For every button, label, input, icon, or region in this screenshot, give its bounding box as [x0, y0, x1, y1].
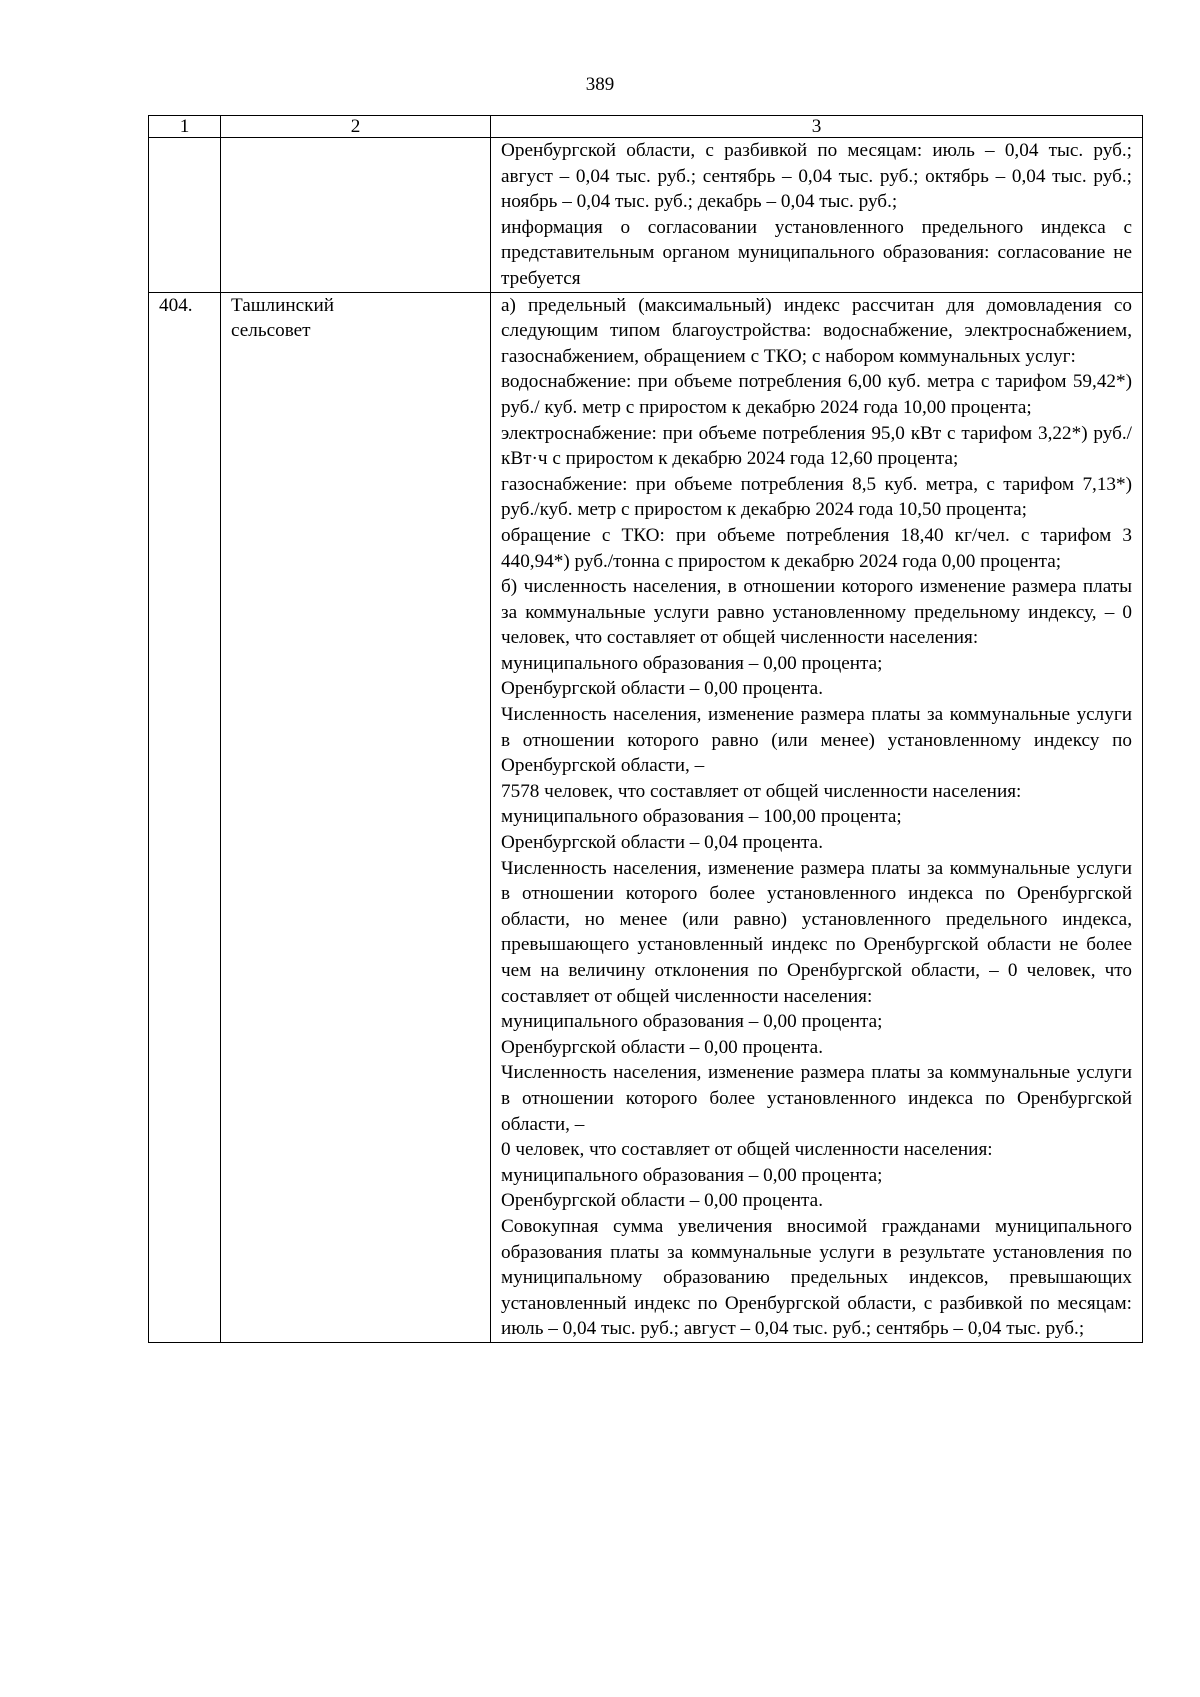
paragraph: электроснабжение: при объеме потребления 95,0 кВт с тарифом 3,22*) руб./кВт·ч с приростом к декабрю 2024 года 12,60 процента;	[501, 422, 1132, 470]
paragraph: Оренбургской области – 0,00 процента.	[501, 678, 823, 700]
paragraph: газоснабжение: при объеме потребления 8,5 куб. метра, с тарифом 7,13*) руб./куб. метр с приростом к декабрю 2024 года 10,50 процента;	[501, 473, 1132, 521]
paragraph: Совокупная сумма увеличения вносимой гражданами муниципального образования платы за коммунальные услуги в результате установления по муниципальному образованию предельных индексов, превышающих установленный индекс по Оренбургской области, с разбивкой по месяцам: июль – 0,04 тыс. руб.; август – 0,04 тыс. руб.; сентябрь – 0,04 тыс. руб.;	[501, 1215, 1132, 1340]
paragraph: муниципального образования – 0,00 процента;	[501, 1011, 883, 1033]
paragraph: водоснабжение: при объеме потребления 6,00 куб. метра с тарифом 59,42*) руб./ куб. метр с приростом к декабрю 2024 года 10,00 процента;	[501, 371, 1132, 418]
municipality-name-line: сельсовет	[231, 320, 311, 342]
row-number-cell	[149, 138, 221, 293]
column-header-3: 3	[491, 116, 1143, 138]
paragraph: 0 человек, что составляет от общей численности населения:	[501, 1139, 993, 1161]
paragraph: Оренбургской области, с разбивкой по месяцам: июль – 0,04 тыс. руб.; август – 0,04 тыс. руб.; сентябрь – 0,04 тыс. руб.; октябрь – 0,04 тыс. руб.; ноябрь – 0,04 тыс. руб.; декабрь – 0,04 тыс. руб.;	[501, 140, 1132, 213]
paragraph: Оренбургской области – 0,04 процента.	[501, 832, 823, 854]
paragraph: 7578 человек, что составляет от общей численности населения:	[501, 780, 1022, 802]
table-header-row	[149, 116, 1143, 138]
row-number-cell: 404.	[149, 292, 221, 1342]
paragraph: Оренбургской области – 0,00 процента.	[501, 1036, 823, 1058]
paragraph: Численность населения, изменение размера платы за коммунальные услуги в отношении которого равно (или менее) установленному индексу по Оренбургской области, –	[501, 704, 1132, 777]
table-row-continuation	[149, 138, 1143, 293]
paragraph: муниципального образования – 0,00 процента;	[501, 1164, 883, 1186]
paragraph: Оренбургской области – 0,00 процента.	[501, 1190, 823, 1212]
paragraph: муниципального образования – 0,00 процента;	[501, 652, 883, 674]
column-header-2: 2	[221, 116, 491, 138]
municipality-name-cell	[221, 138, 491, 293]
municipality-name-cell	[221, 292, 491, 1342]
paragraph: муниципального образования – 100,00 процента;	[501, 806, 902, 828]
paragraph: Численность населения, изменение размера платы за коммунальные услуги в отношении которого более установленного индекса по Оренбургской области, –	[501, 1062, 1132, 1135]
index-table	[148, 115, 1143, 1343]
paragraph: Численность населения, изменение размера платы за коммунальные услуги в отношении которого более установленного индекса по Оренбургской области, но менее (или равно) установленного предельного индекса, превышающего установленный индекс по Оренбургской области не более чем на величину отклонения по Оренбургской области, – 0 человек, что составляет от общей численности населения:	[501, 857, 1132, 1007]
paragraph: обращение с ТКО: при объеме потребления 18,40 кг/чел. с тарифом 3 440,94*) руб./тонна с приростом к декабрю 2024 года 0,00 процента;	[501, 524, 1132, 572]
paragraph: б) численность населения, в отношении которого изменение размера платы за коммунальные услуги равно установленному предельному индексу, – 0 человек, что составляет от общей численности населения:	[501, 576, 1132, 649]
paragraph: а) предельный (максимальный) индекс рассчитан для домовладения со следующим типом благоустройства: водоснабжение, электроснабжением, газоснабжением, обращением с ТКО; с набором коммунальных услуг:	[501, 294, 1132, 367]
column-header-1: 1	[149, 116, 221, 138]
paragraph: информация о согласовании установленного предельного индекса с представительным органом муниципального образования: согласование не требуется	[501, 216, 1132, 289]
description-cell	[491, 138, 1143, 293]
table-row-404	[149, 292, 1143, 1342]
municipality-name-line: Ташлинский	[231, 294, 335, 316]
description-cell	[491, 292, 1143, 1342]
page-number: 389	[585, 74, 615, 95]
